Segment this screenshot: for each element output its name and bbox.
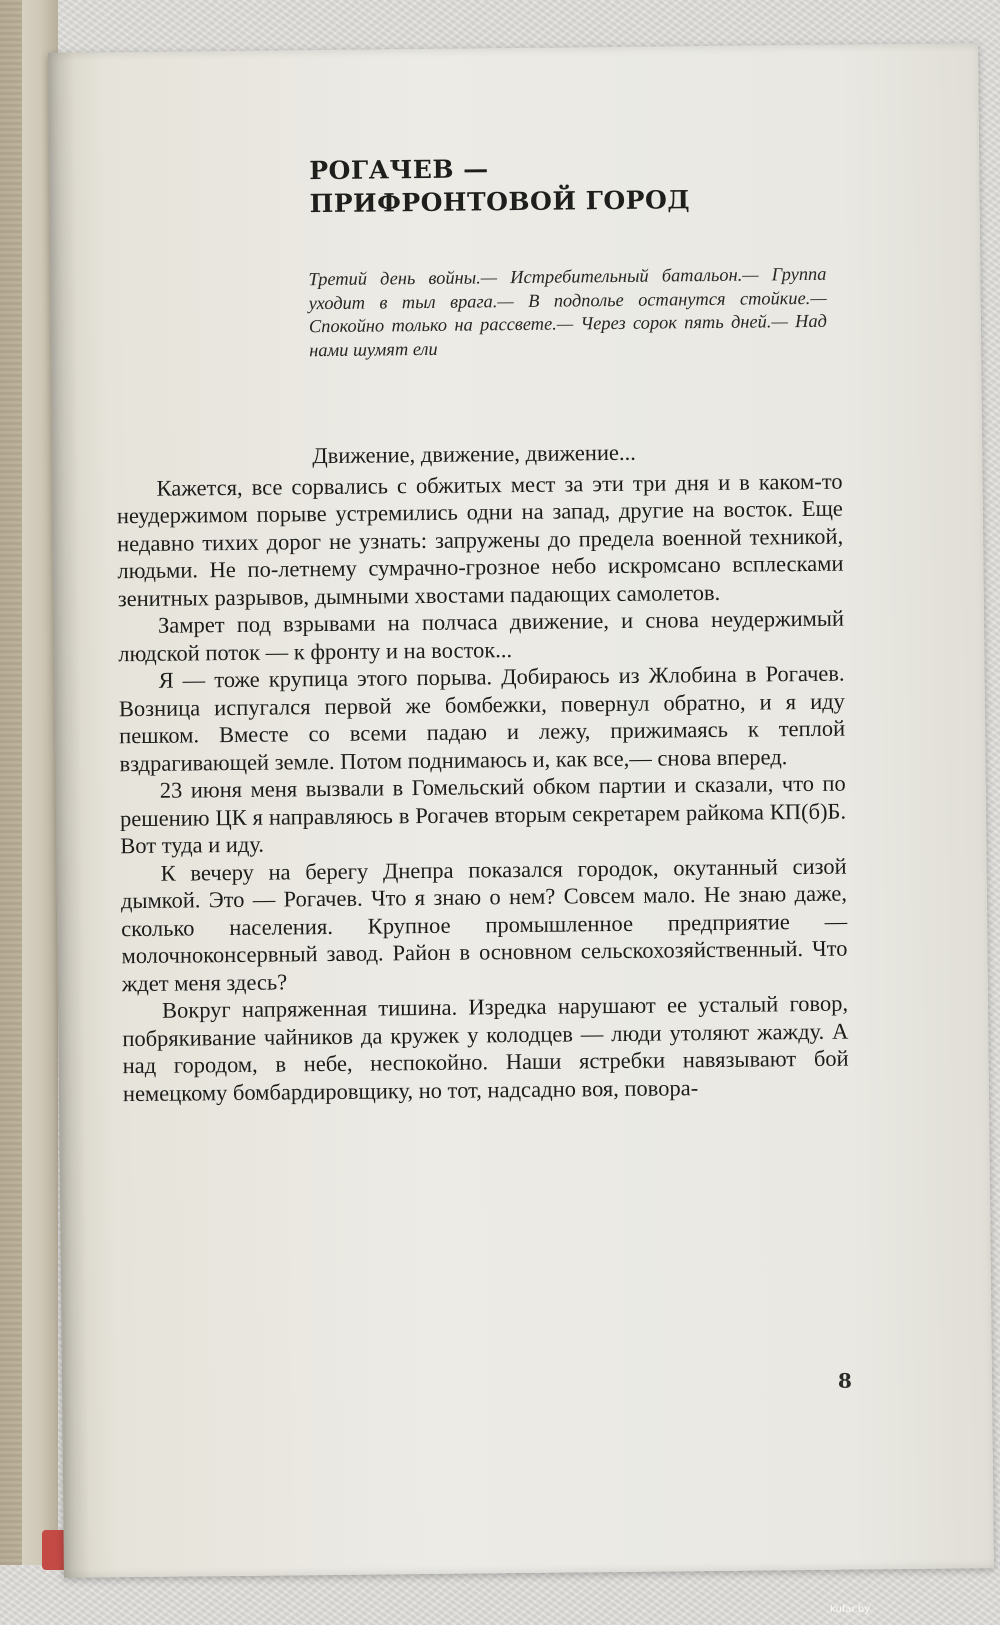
paragraph: Замрет под взрывами на полчаса движение, и снова неудержимый людской поток — к фронту и на восток... [118,605,845,666]
paragraph: Кажется, все сорвались с обжитых мест за эти три дня и в каком-то неудержимом порыве устремились одни на запад, другие на восток. Еще недавно тихих дорог не узнать: запружены до предела военной техникой, людьми. Не по-летнему сумрачно-грозное небо искромсано всплесками зенитных разрывов, дымными хвостами падающих самолетов. [116,468,844,611]
chapter-epigraph: Третий день войны.— Истребительный батальон.— Группа уходит в тыл врага.— В подполье останутся стойкие.— Спокойно только на рассвете.— Через сорок пять дней.— Над нами шумят ели [308,263,827,360]
book-page [48,43,994,1578]
body-text [116,437,849,1108]
paragraph-lead: Движение, движение, движение... [312,439,636,469]
chapter-title-line-2: ПРИФРОНТОВОЙ ГОРОД [309,185,691,219]
paragraph: 23 июня меня вызвали в Гомельский обком партии и сказали, что по решению ЦК я направляюсь в Рогачев вторым секретарем райкома КП(б)Б. Вот туда и иду. [119,770,847,859]
book-spine [0,0,22,1565]
paragraph: К вечеру на берегу Днепра показался городок, окутанный сизой дымкой. Это — Рогачев. Что я знаю о нем? Совсем мало. Не знаю даже, сколько населения. Крупное промышленное предприятие — молочноконсервный завод. Район в основном сельскохозяйственный. Что ждет меня здесь? [120,853,848,996]
watermark: kufar.by [830,1604,871,1615]
page-number: 8 [837,1368,853,1393]
paragraph: Я — тоже крупица этого порыва. Добираюсь из Жлобина в Рогачев. Возница испугался первой же бомбежки, повернул обратно, и я иду пешком. Вместе со всеми падаю и лежу, прижимаясь к теплой вздрагивающей земле. Потом поднимаюсь и, как все,— снова вперед. [118,660,846,776]
chapter-title-line-1: РОГАЧЕВ — [309,154,489,186]
chapter-title [309,148,870,220]
paragraph: Вокруг напряженная тишина. Изредка нарушают ее усталый говор, побрякивание чайников да кружек у колодцев — люди утоляют жажду. А над городом, в небе, неспокойно. Наши ястребки навязывают бой немецкому бомбардировщику, но тот, надсадно воя, повора- [122,990,849,1106]
